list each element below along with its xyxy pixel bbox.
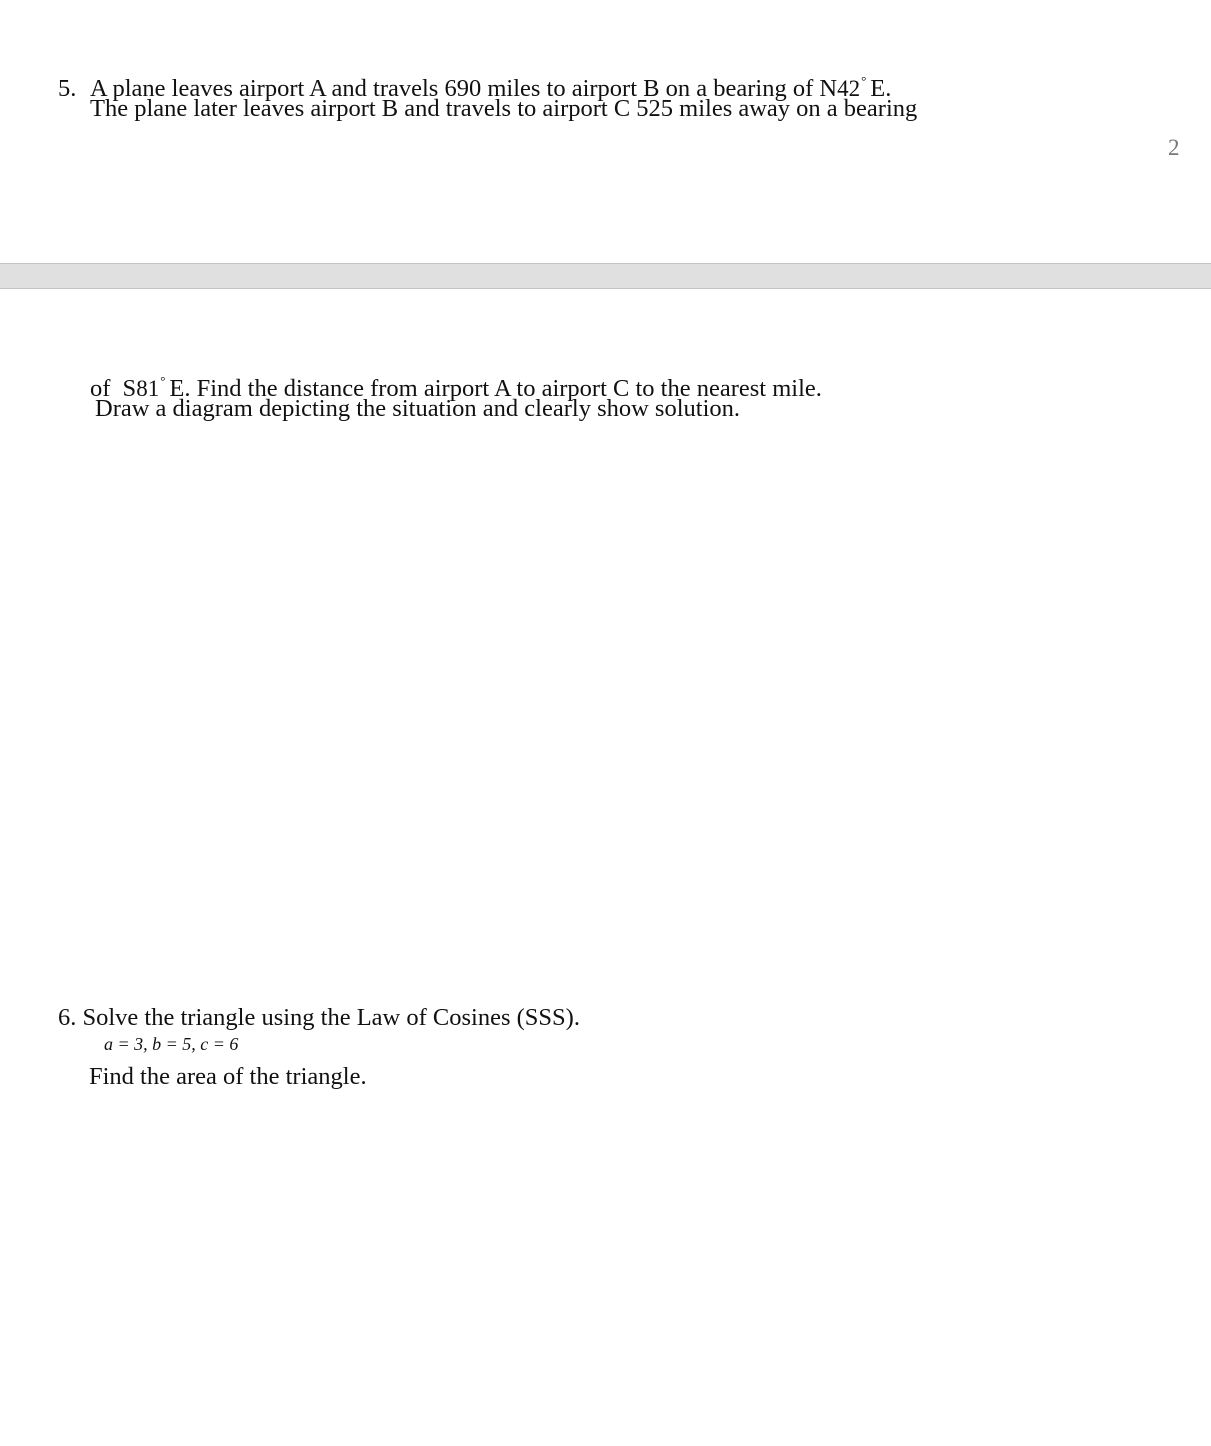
bearing-2-direction: S bbox=[122, 375, 137, 402]
problem-5-text-3: E. Find the distance from airport A to airport C to the nearest mile. bbox=[169, 375, 822, 402]
bearing-1-end: E. bbox=[870, 75, 892, 102]
problem-6-area-prompt: Find the area of the triangle. bbox=[89, 1063, 367, 1090]
bearing-1-degree-sign: ° bbox=[861, 73, 867, 88]
document-page-top bbox=[0, 0, 1211, 263]
problem-5-number: 5. bbox=[58, 75, 77, 102]
problem-5-line-2: The plane later leaves airport B and travels to airport C 525 miles away on a bearing bbox=[90, 95, 918, 122]
bearing-1-direction: N bbox=[819, 75, 838, 102]
problem-5-of: of bbox=[90, 375, 111, 402]
document-page-bottom bbox=[0, 289, 1211, 1446]
problem-5-text-1: A plane leaves airport A and travels 690 miles to airport B on a bearing of bbox=[90, 75, 814, 102]
bearing-1-value: 42 bbox=[837, 76, 861, 101]
page-break-separator bbox=[0, 263, 1211, 289]
problem-6-given-sides: a = 3, b = 5, c = 6 bbox=[104, 1034, 239, 1054]
bearing-2-value: 81 bbox=[136, 376, 160, 401]
bearing-2-degree-sign: ° bbox=[160, 373, 166, 388]
problem-6-title: 6. Solve the triangle using the Law of Cosines (SSS). bbox=[58, 1004, 580, 1031]
problem-5-line-4: Draw a diagram depicting the situation and clearly show solution. bbox=[95, 395, 741, 422]
page-number: 2 bbox=[1168, 135, 1180, 160]
